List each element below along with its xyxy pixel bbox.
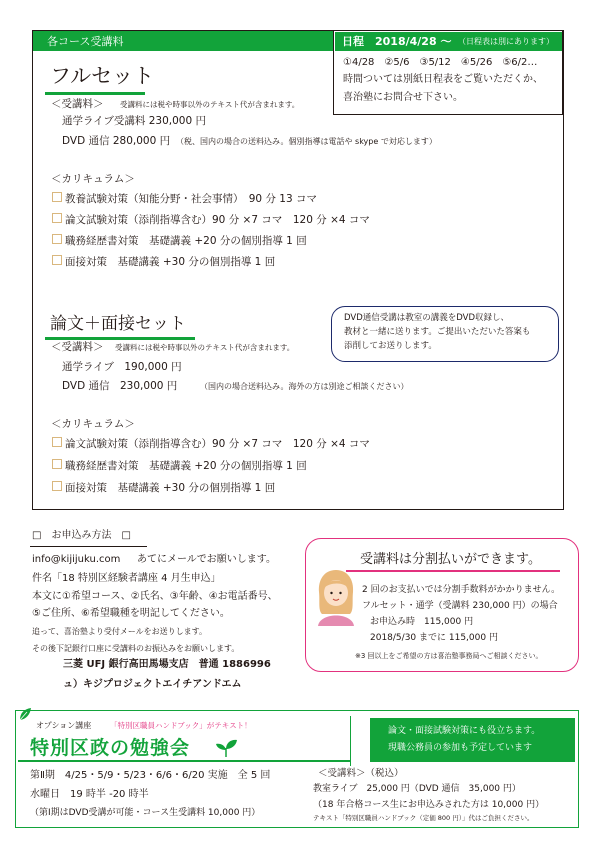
checkbox-icon <box>52 234 62 244</box>
apply-reply: 追って、喜治塾より受付メールをお送りします。 <box>32 627 208 636</box>
bank-account: 三菱 UFJ 銀行高田馬場支店 普通 1886996 <box>63 659 271 670</box>
apply-body: 本文に①希望コース、②氏名、③年齢、④お電話番号、 <box>32 591 278 602</box>
fee-live: 通学ライブ 190,000 円 <box>62 361 182 373</box>
schedule-dates: ①4/28 ②5/6 ③5/12 ④5/26 ⑤6/2… <box>343 57 538 68</box>
option-fee-live: 教室ライブ 25,000 円（DVD 通信 35,000 円） <box>313 784 521 794</box>
installment-title: 受講料は分割払いができます。 <box>360 552 541 567</box>
full-set-title: フルセット <box>50 64 155 88</box>
checkbox-icon <box>52 481 62 491</box>
checkbox-icon <box>52 255 62 265</box>
option-time: 水曜日 19 時半 -20 時半 <box>30 789 149 800</box>
essay-set-title: 論文＋面接セット <box>50 314 186 334</box>
course-fees-header: 各コース受講料 <box>33 31 333 51</box>
curriculum-item: 面接対策 基礎講義 +30 分の個別指導 1 回 <box>52 481 275 495</box>
installment-underline <box>346 570 560 572</box>
fee-label: ＜受講料＞ <box>51 341 104 353</box>
apply-title: □ お申込み方法 □ <box>32 530 131 541</box>
fee-label: ＜受講料＞ <box>51 98 104 110</box>
curriculum-item: 職務経歴書対策 基礎講義 +20 分の個別指導 1 回 <box>52 459 307 473</box>
dvd-callout-text: 教材と一緒に送ります。ご提出いただいた答案も <box>344 327 531 337</box>
option-vertical-line <box>350 716 351 766</box>
curriculum-label: ＜カリキュラム＞ <box>51 173 135 185</box>
fee-note: 受講料には税や時事以外のテキスト代が含まれます。 <box>120 100 300 109</box>
sprout-icon <box>214 738 238 758</box>
curriculum-item: 論文試験対策（添削指導含む）90 分 ×7 コマ 120 分 ×4 コマ <box>52 437 370 451</box>
installment-text: お申込み時 115,000 円 <box>370 617 474 627</box>
checkbox-icon <box>52 213 62 223</box>
installment-text: 2018/5/30 までに 115,000 円 <box>370 633 498 643</box>
option-title: 特別区政の勉強会 <box>30 737 191 759</box>
installment-text: フルセット・通学（受講料 230,000 円）の場合 <box>362 601 558 611</box>
checkbox-icon <box>52 459 62 469</box>
curriculum-label: ＜カリキュラム＞ <box>51 418 135 430</box>
installment-note: ※3 回以上をご希望の方は喜治塾事務局へご相談ください。 <box>355 652 543 660</box>
fee-live: 通学ライブ受講料 230,000 円 <box>62 115 206 127</box>
woman-illustration-icon <box>312 566 360 626</box>
dvd-callout-text: 添削してお送りします。 <box>344 341 437 351</box>
bank-holder: ュ）キジプロジェクトエイチアンドエム <box>63 679 242 690</box>
essay-set-underline <box>45 337 195 340</box>
fee-note: 受講料には税や時事以外のテキスト代が含まれます。 <box>115 343 295 352</box>
schedule-header: 日程 2018/4/28 〜 （日程表は別にあります） <box>335 32 562 51</box>
full-set-underline <box>45 92 145 95</box>
fee-dvd: DVD 通信 230,000 円 <box>62 380 178 392</box>
fee-dvd-note: （税、国内の場合の送料込み。個別指導は電話や skype で対応します） <box>176 137 437 146</box>
curriculum-item: 面接対策 基礎講義 +30 分の個別指導 1 回 <box>52 255 275 269</box>
curriculum-item: 職務経歴書対策 基礎講義 +20 分の個別指導 1 回 <box>52 234 307 248</box>
option-banner: 論文・面接試験対策にも役立ちます。 現職公務員の参加も予定しています <box>370 718 575 762</box>
checkbox-icon <box>52 192 62 202</box>
schedule-note: 時間ついては別紙日程表をご覧いただくか、 <box>343 74 543 85</box>
apply-email[interactable]: info@kijijuku.com <box>32 554 121 565</box>
fee-dvd-note: （国内の場合送料込み。海外の方は別途ご相談ください） <box>200 382 409 391</box>
installment-text: 2 回のお支払いでは分割手数料がかかりません。 <box>362 585 561 595</box>
apply-underline <box>30 546 147 547</box>
apply-subject: 件名「18 特別区経験者講座 4 月生申込」 <box>32 573 221 584</box>
schedule-note: 喜治塾にお問合せ下さい。 <box>343 92 463 103</box>
option-fee-label: ＜受講料＞（税込） <box>318 768 404 779</box>
apply-body: ⑤ご住所、⑥希望職種を明記してください。 <box>32 608 230 619</box>
checkbox-icon <box>52 437 62 447</box>
apply-email-suffix: あてにメールでお願いします。 <box>137 554 276 565</box>
leaf-icon <box>17 706 33 722</box>
fee-dvd: DVD 通信 280,000 円 <box>62 135 171 147</box>
option-period: 第Ⅱ期 4/25・5/9・5/23・6/6・6/20 実施 全 5 回 <box>30 770 271 781</box>
option-title-underline <box>18 760 350 762</box>
option-badge: 「特別区職員ハンドブック」がテキスト！ <box>110 721 252 730</box>
option-label: オプション講座 <box>36 721 92 730</box>
curriculum-item: 論文試験対策（添削指導含む）90 分 ×7 コマ 120 分 ×4 コマ <box>52 213 370 227</box>
curriculum-item: 教養試験対策（知能分野・社会事情） 90 分 13 コマ <box>52 192 317 206</box>
apply-transfer: その後下記銀行口座に受講料のお振込みをお願いします。 <box>32 644 240 653</box>
option-note: （第Ⅰ期はDVD受講が可能・コース生受講料 10,000 円） <box>30 808 261 818</box>
option-fee-special: （18 年合格コース生にお申込みされた方は 10,000 円） <box>313 800 545 810</box>
option-fee-text: テキスト「特別区職員ハンドブック（定価 800 円）」代はご負担ください。 <box>313 814 534 822</box>
dvd-callout-text: DVD通信受講は教室の講義をDVD収録し、 <box>344 313 510 323</box>
